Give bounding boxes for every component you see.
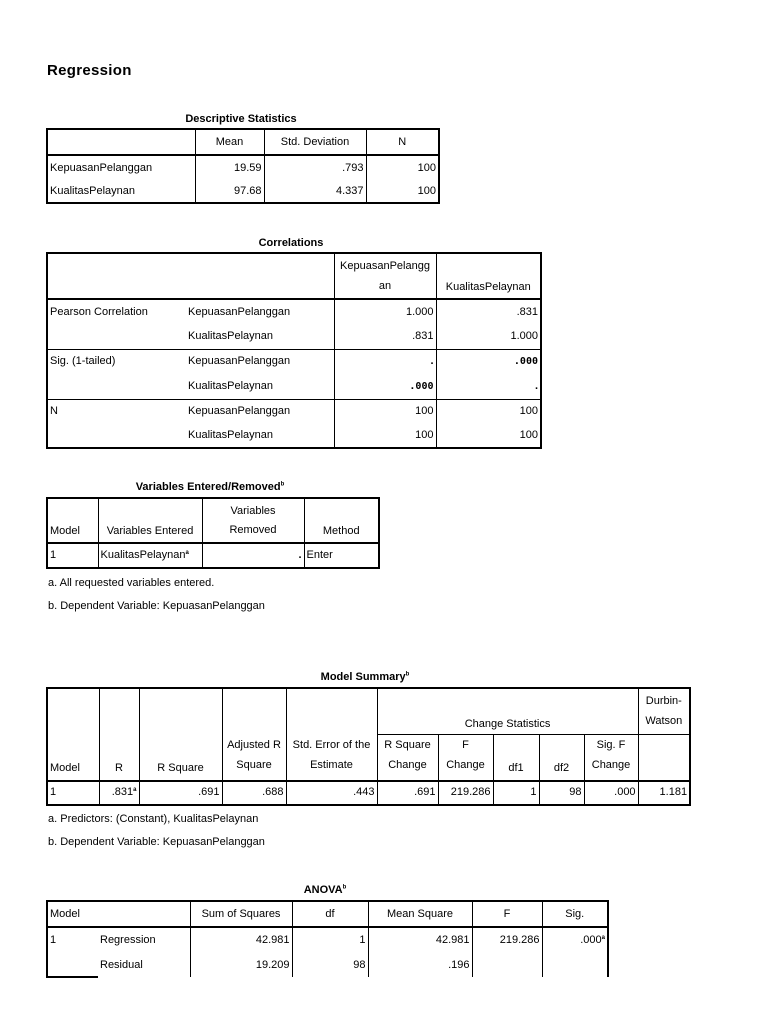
cell-value: 100: [436, 399, 541, 424]
cell-df: 98: [292, 953, 368, 977]
cell-value: 100: [334, 399, 436, 424]
column-header-std-error: [286, 688, 377, 781]
column-header-sig-f-change: [584, 734, 638, 781]
row-label: KualitasPelaynan: [186, 424, 334, 448]
column-header-mean-square: Mean Square: [368, 901, 472, 927]
table-row: [47, 299, 541, 324]
page-title: Regression: [47, 62, 132, 79]
cell-model: 1: [47, 927, 98, 953]
footnote-mark: b: [280, 481, 285, 488]
cell-variables-removed: .: [202, 543, 304, 568]
column-header-method: Method: [304, 498, 379, 543]
table-row: [47, 927, 608, 953]
group-label: N: [47, 399, 186, 424]
cell-r: [99, 781, 139, 805]
table-row: [47, 424, 541, 448]
descriptive-statistics-table: [46, 128, 440, 204]
footnote-b: b. Dependent Variable: KepuasanPelanggan: [48, 600, 265, 612]
row-label: KualitasPelaynan: [186, 324, 334, 349]
header-line: F: [462, 738, 469, 751]
column-header-f-change: [438, 734, 493, 781]
cell-sum-of-squares: 19.209: [190, 953, 292, 977]
header-line: Change: [388, 758, 427, 771]
header-line: Variables: [230, 504, 276, 517]
title-text: ANOVA: [303, 884, 343, 896]
cell-mean: 19.59: [195, 155, 264, 181]
row-label: KepuasanPelanggan: [188, 305, 291, 318]
cell-durbin-watson: 1.181: [638, 781, 690, 805]
header-line: R Square: [384, 738, 431, 751]
cell-mean: 97.68: [195, 181, 264, 203]
correlations-table: [46, 252, 542, 449]
table-row: [47, 155, 439, 181]
anova-table: [46, 900, 609, 978]
header-line: Adjusted R: [227, 738, 281, 751]
row-label: KepuasanPelanggan: [188, 355, 291, 368]
header-line: Durbin-: [645, 695, 682, 708]
column-header-sum-of-squares: Sum of Squares: [190, 901, 292, 927]
footnote-mark: b: [405, 671, 410, 678]
column-header-kualitas: KualitasPelaynan: [436, 253, 541, 299]
column-header-df: df: [292, 901, 368, 927]
cell-value: .831: [334, 324, 436, 349]
footnote-mark: b: [342, 884, 347, 891]
footnote-b: b. Dependent Variable: KepuasanPelanggan: [48, 836, 265, 848]
cell-df2: 98: [539, 781, 584, 805]
variables-entered-title: [110, 481, 310, 493]
column-header-model: Model: [47, 901, 190, 927]
table-row: [47, 781, 690, 805]
title-text: Variables Entered/Removed: [135, 481, 281, 493]
row-label: KualitasPelaynan: [186, 374, 334, 399]
cell-source: Residual: [100, 958, 143, 971]
column-header-n: N: [366, 129, 439, 155]
column-header-kepuasan: [334, 253, 436, 299]
cell-df: 1: [292, 927, 368, 953]
column-header-model: Model: [47, 688, 99, 781]
footnote-mark: a: [185, 550, 189, 556]
column-header-adjusted-r-square: [222, 688, 286, 781]
descriptive-statistics-title: Descriptive Statistics: [185, 113, 297, 125]
group-label: Pearson Correlation: [47, 299, 186, 324]
column-header-r-square-change: [377, 734, 438, 781]
cell-value: .: [436, 374, 541, 399]
table-header-row: [47, 901, 608, 927]
cell-n: 100: [366, 181, 439, 203]
column-header-f: F: [472, 901, 542, 927]
cell-mean-square: 42.981: [368, 927, 472, 953]
footnote-mark: a: [601, 935, 605, 941]
cell-model: 1: [47, 781, 99, 805]
cell-r-square: .691: [139, 781, 222, 805]
anova-title: [290, 884, 360, 896]
cell-sum-of-squares: 42.981: [190, 927, 292, 953]
header-line: KepuasanPelangg: [340, 260, 430, 272]
table-header-row: [47, 498, 379, 543]
variables-entered-table: [46, 497, 380, 569]
cell-value: .000: [334, 374, 436, 399]
table-row: [47, 181, 439, 203]
cell-std-error: .443: [286, 781, 377, 805]
column-header-variables-removed: [202, 498, 304, 543]
column-header-mean: Mean: [195, 129, 264, 155]
header-line: Std. Error of the: [292, 738, 371, 751]
cell-r-square-change: .691: [377, 781, 438, 805]
table-row: [47, 953, 608, 977]
cell-f-change: 219.286: [438, 781, 493, 805]
column-header-model: Model: [47, 498, 98, 543]
change-statistics-header: Change Statistics: [377, 688, 638, 734]
header-line: Change: [446, 758, 485, 771]
model-summary-title: [290, 671, 440, 683]
column-header-r-square: R Square: [139, 688, 222, 781]
cell-adjusted-r-square: .688: [222, 781, 286, 805]
header-line: Estimate: [310, 758, 353, 771]
cell-sig-f-change: .000: [584, 781, 638, 805]
header-line: Sig. F: [596, 738, 626, 751]
cell-value: .: [334, 349, 436, 374]
row-label: KualitasPelaynan: [47, 181, 195, 203]
table-row: [47, 543, 379, 568]
cell-sig: [542, 953, 608, 977]
correlations-title: Correlations: [258, 237, 324, 249]
cell-source: Regression: [100, 934, 156, 946]
header-line: Watson: [645, 715, 683, 728]
cell-mean-square: .196: [368, 953, 472, 977]
cell-model: [47, 953, 98, 977]
column-header-std-deviation: Std. Deviation: [264, 129, 366, 155]
group-label: Sig. (1-tailed): [47, 349, 186, 374]
cell-n: 100: [366, 155, 439, 181]
cell-value: .000: [436, 349, 541, 374]
cell-text: KualitasPelaynan: [100, 549, 186, 561]
table-row: [47, 374, 541, 399]
column-header-df2: df2: [539, 734, 584, 781]
cell-std-deviation: .793: [264, 155, 366, 181]
header-line: Square: [236, 758, 272, 771]
footnote-a: a. All requested variables entered.: [48, 577, 215, 589]
table-row: [47, 349, 541, 374]
row-label: KepuasanPelanggan: [47, 155, 195, 181]
row-label: KepuasanPelanggan: [188, 405, 291, 418]
cell-text: .831: [111, 786, 134, 798]
column-header-variables-entered: Variables Entered: [98, 498, 202, 543]
column-header-df1: df1: [493, 734, 539, 781]
header-line: Change: [591, 758, 631, 771]
cell-f: 219.286: [472, 927, 542, 953]
footnote-mark: a: [133, 787, 137, 793]
table-header-row: [47, 688, 690, 734]
table-header-row: [47, 253, 541, 299]
cell-value: .831: [436, 299, 541, 324]
cell-value: 100: [436, 424, 541, 448]
cell-value: 1.000: [334, 299, 436, 324]
cell-model: 1: [47, 543, 98, 568]
model-summary-table: [46, 687, 691, 806]
cell-df1: 1: [493, 781, 539, 805]
cell-value: 1.000: [436, 324, 541, 349]
column-header-sig: Sig.: [542, 901, 608, 927]
column-header-durbin-watson: [638, 688, 690, 734]
cell-sig: [542, 927, 608, 953]
header-line: Removed: [229, 523, 277, 536]
title-text: Model Summary: [320, 671, 406, 683]
header-line: an: [378, 280, 392, 292]
cell-text: .000: [580, 934, 602, 946]
footnote-a: a. Predictors: (Constant), KualitasPelaynan: [48, 813, 259, 825]
cell-variables-entered: [98, 543, 202, 568]
cell-f: [472, 953, 542, 977]
cell-value: 100: [334, 424, 436, 448]
column-header-r: R: [99, 688, 139, 781]
cell-method: Enter: [304, 543, 379, 568]
table-row: [47, 324, 541, 349]
cell-std-deviation: 4.337: [264, 181, 366, 203]
table-row: [47, 399, 541, 424]
table-header-row: [47, 129, 439, 155]
